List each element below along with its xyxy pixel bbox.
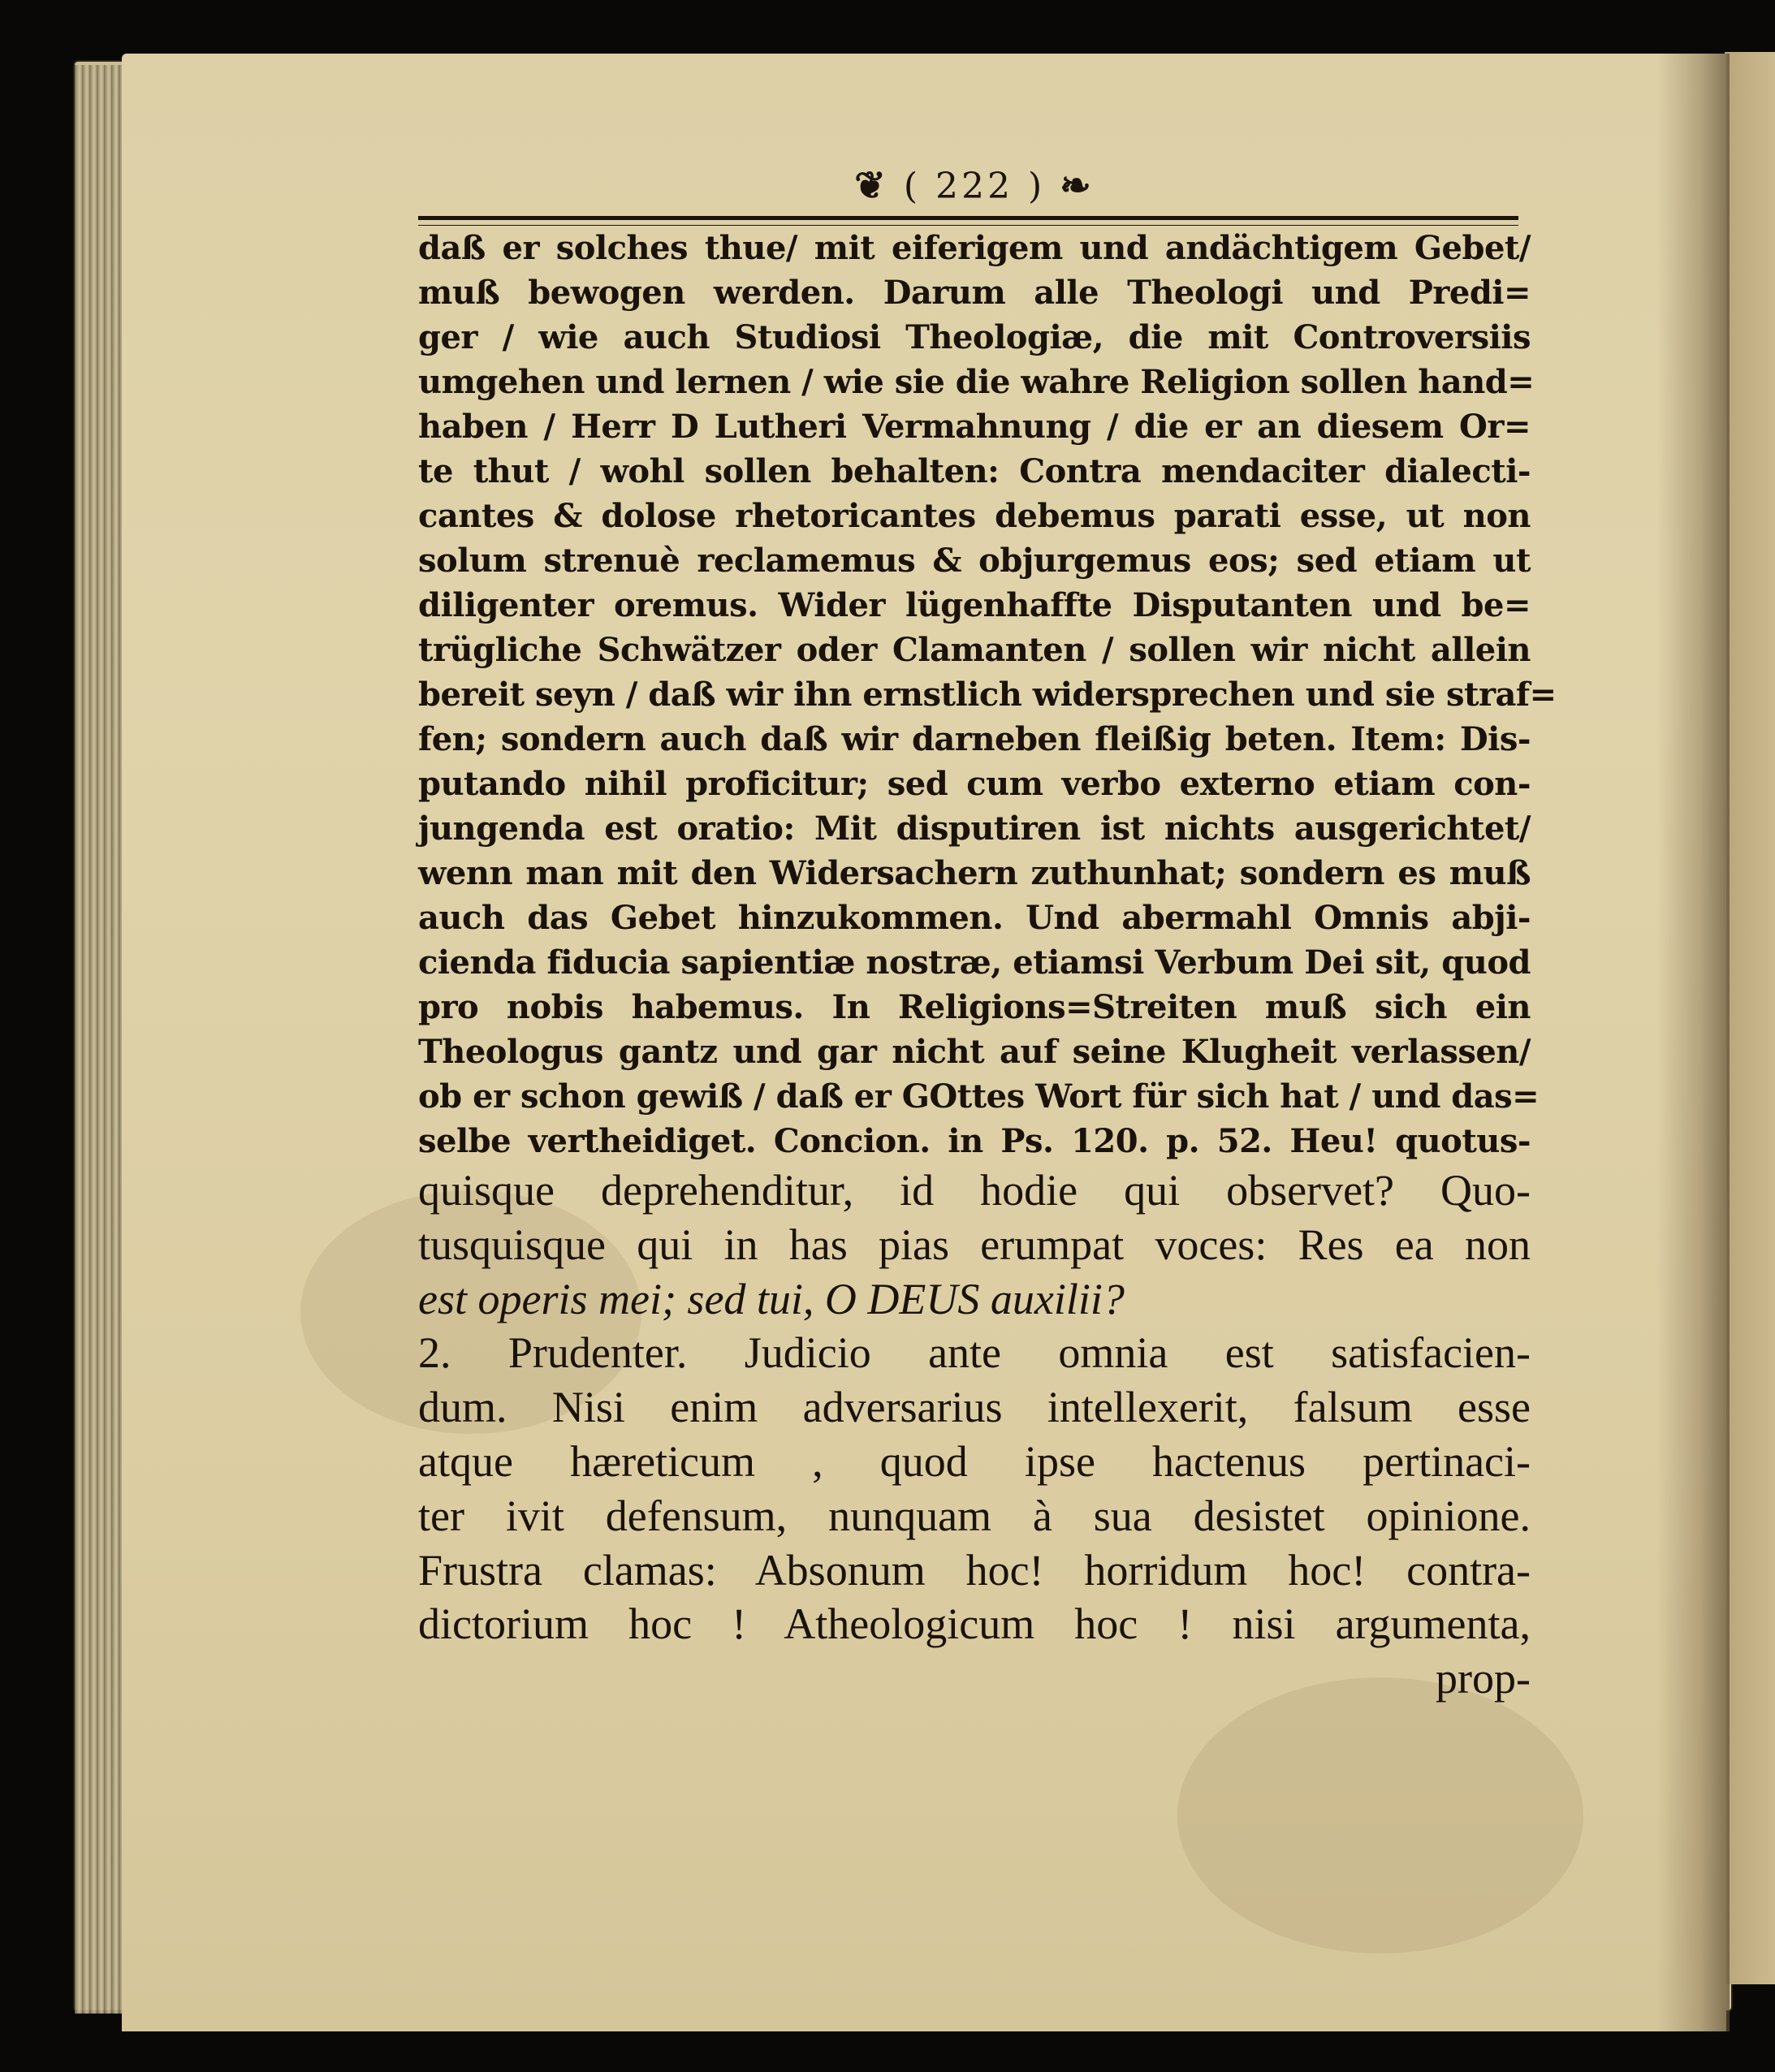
text-line: haben / Herr D Lutheri Vermahnung / die er an diesem Or= bbox=[418, 408, 1531, 446]
text-line: est operis mei; sed tui, O DEUS auxilii? bbox=[418, 1274, 1125, 1323]
text-line: auch das Gebet hinzukommen. Und abermahl Omnis abji- bbox=[418, 899, 1531, 937]
text-line: muß bewogen werden. Darum alle Theologi und Predi= bbox=[418, 274, 1531, 312]
catchword: prop- bbox=[1436, 1654, 1531, 1703]
text-line: cantes & dolose rhetoricantes debemus parati esse, ut non bbox=[418, 497, 1531, 535]
text-line: dictorium hoc ! Atheologicum hoc ! nisi argumenta, bbox=[418, 1599, 1531, 1649]
text-line: solum strenuè reclamemus & objurgemus eos; sed etiam ut bbox=[418, 542, 1531, 580]
facing-page-edge bbox=[1725, 52, 1775, 1984]
text-line: ger / wie auch Studiosi Theologiæ, die mit Controversiis bbox=[418, 318, 1531, 356]
text-line: umgehen und lernen / wie sie die wahre Religion sollen hand= bbox=[418, 363, 1535, 401]
paper-stain bbox=[1177, 1677, 1583, 1953]
text-line: putando nihil proficitur; sed cum verbo externo etiam con- bbox=[418, 765, 1531, 803]
text-line: wenn man mit den Widersachern zuthunhat; sondern es muß bbox=[418, 854, 1531, 892]
text-line: fen; sondern auch daß wir darneben fleißig beten. Item: Dis- bbox=[418, 720, 1531, 758]
text-line: trügliche Schwätzer oder Clamanten / sollen wir nicht allein bbox=[418, 631, 1531, 669]
left-ornament-icon: ❦ bbox=[854, 163, 889, 207]
text-line: Frustra clamas: Absonum hoc! horridum hoc! contra- bbox=[418, 1545, 1531, 1595]
text-line: quisque deprehenditur, id hodie qui observet? Quo- bbox=[418, 1166, 1531, 1215]
page-body bbox=[418, 226, 1557, 1706]
text-line: Theologus gantz und gar nicht auf seine Klugheit verlassen/ bbox=[418, 1033, 1531, 1071]
text-line: 2. Prudenter. Judicio ante omnia est satisfacien- bbox=[418, 1328, 1531, 1378]
text-line: ter ivit defensum, nunquam à sua desistet opinione. bbox=[418, 1491, 1531, 1540]
text-line: pro nobis habemus. In Religions=Streiten muß sich ein bbox=[418, 988, 1531, 1026]
header-rule bbox=[418, 216, 1518, 226]
text-line: diligenter oremus. Wider lügenhaffte Disputanten und be= bbox=[418, 586, 1531, 624]
page-header bbox=[418, 153, 1531, 218]
text-line: dum. Nisi enim adversarius intellexerit, falsum esse bbox=[418, 1383, 1531, 1432]
page-gutter bbox=[1656, 54, 1730, 2031]
text-line: tusquisque qui in has pias erumpat voces: Res ea non bbox=[418, 1219, 1531, 1269]
text-line: jungenda est oratio: Mit disputiren ist nichts ausgerichtet/ bbox=[418, 809, 1531, 848]
text-line: daß er solches thue/ mit eiferigem und andächtigem Gebet/ bbox=[418, 229, 1531, 267]
text-line: atque hæreticum , quod ipse hactenus pertinaci- bbox=[418, 1436, 1531, 1486]
text-line: selbe vertheidiget. Concion. in Ps. 120. p. 52. Heu! quotus- bbox=[418, 1122, 1531, 1160]
page-number: ( 222 ) bbox=[903, 166, 1046, 207]
text-line: bereit seyn / daß wir ihn ernstlich widersprechen und sie straf= bbox=[418, 676, 1557, 714]
text-line: cienda fiducia sapientiæ nostræ, etiamsi Verbum Dei sit, quod bbox=[418, 943, 1531, 982]
text-line: te thut / wohl sollen behalten: Contra mendaciter dialecti- bbox=[418, 452, 1531, 490]
text-line: ob er schon gewiß / daß er GOttes Wort für sich hat / und das= bbox=[418, 1077, 1540, 1116]
right-ornament-icon: ❧ bbox=[1060, 163, 1095, 207]
